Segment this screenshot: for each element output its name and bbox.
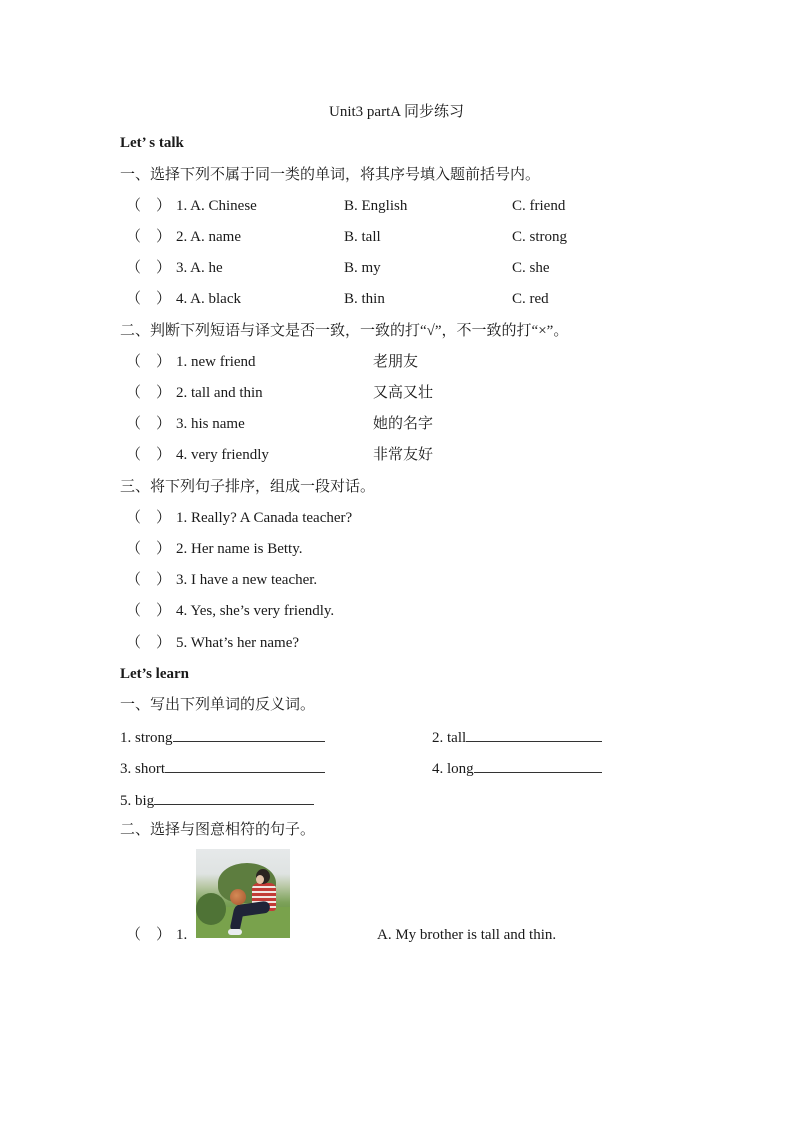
answer-bracket[interactable]: （ ）: [126, 635, 172, 651]
antonym-word: 2. tall: [432, 730, 467, 746]
answer-bracket[interactable]: （ ）: [126, 385, 172, 401]
dialogue-sentence: 5. What’s her name?: [176, 635, 300, 651]
option-b: B. tall: [344, 229, 381, 245]
learn-part1-instruction: 一、写出下列单词的反义词。: [120, 697, 316, 713]
answer-blank[interactable]: [154, 790, 314, 805]
phrase-chinese: 非常友好: [373, 447, 434, 463]
sentence-option-a: A. My brother is tall and thin.: [377, 927, 557, 943]
face-shape: [256, 875, 264, 884]
answer-blank[interactable]: [165, 758, 325, 773]
option-a: 1. A. Chinese: [176, 198, 257, 214]
section-heading-lets-learn: Let’s learn: [120, 666, 190, 682]
shoe-shape: [228, 929, 242, 935]
antonym-item: [432, 758, 602, 778]
antonym-word: 5. big: [120, 793, 155, 809]
antonym-word: 1. strong: [120, 730, 173, 746]
dialogue-sentence: 3. I have a new teacher.: [176, 572, 318, 588]
phrase-chinese: 又高又壮: [373, 385, 434, 401]
answer-bracket[interactable]: （ ）: [126, 416, 172, 432]
option-c: C. friend: [512, 198, 566, 214]
antonym-word: 3. short: [120, 761, 165, 777]
option-b: B. my: [344, 260, 381, 276]
antonym-item: [120, 727, 325, 747]
phrase-chinese: 她的名字: [373, 416, 434, 432]
antonym-item: [432, 727, 602, 747]
phrase-english: 3. his name: [176, 416, 245, 432]
answer-blank[interactable]: [466, 727, 602, 742]
page-title: Unit3 partA 同步练习: [329, 104, 464, 120]
phrase-english: 2. tall and thin: [176, 385, 263, 401]
answer-blank[interactable]: [173, 727, 325, 742]
option-b: B. thin: [344, 291, 385, 307]
talk-part1-instruction: 一、选择下列不属于同一类的单词，将其序号填入题前括号内。: [120, 167, 541, 183]
antonym-word: 4. long: [432, 761, 474, 777]
answer-bracket[interactable]: （ ）: [126, 198, 172, 214]
basketball-icon: [230, 889, 246, 905]
phrase-english: 1. new friend: [176, 354, 256, 370]
option-c: C. red: [512, 291, 549, 307]
dialogue-sentence: 1. Really? A Canada teacher?: [176, 510, 353, 526]
antonym-item: [120, 758, 325, 778]
section-heading-lets-talk: Let’ s talk: [120, 135, 184, 151]
answer-bracket[interactable]: （ ）: [126, 260, 172, 276]
talk-part3-instruction: 三、将下列句子排序，组成一段对话。: [120, 479, 376, 495]
phrase-english: 4. very friendly: [176, 447, 269, 463]
dialogue-sentence: 2. Her name is Betty.: [176, 541, 303, 557]
option-c: C. strong: [512, 229, 568, 245]
option-c: C. she: [512, 260, 550, 276]
boy-sitting-on-grass-with-basketball-photo: [196, 849, 290, 938]
answer-blank[interactable]: [474, 758, 602, 773]
option-b: B. English: [344, 198, 408, 214]
phrase-chinese: 老朋友: [373, 354, 419, 370]
answer-bracket[interactable]: （ ）: [126, 354, 172, 370]
option-a: 2. A. name: [176, 229, 241, 245]
option-a: 4. A. black: [176, 291, 241, 307]
answer-bracket[interactable]: （ ）: [126, 603, 172, 619]
learn-part2-instruction: 二、选择与图意相符的句子。: [120, 822, 316, 838]
answer-bracket[interactable]: （ ）: [126, 291, 172, 307]
talk-part2-instruction: 二、判断下列短语与译文是否一致，一致的打“√”，不一致的打“×”。: [120, 323, 569, 339]
answer-bracket[interactable]: （ ）: [126, 447, 172, 463]
bush-shape: [196, 893, 226, 925]
option-a: 3. A. he: [176, 260, 223, 276]
answer-bracket[interactable]: （ ）: [126, 510, 172, 526]
dialogue-sentence: 4. Yes, she’s very friendly.: [176, 603, 335, 619]
answer-bracket[interactable]: （ ）: [126, 572, 172, 588]
answer-bracket[interactable]: （ ）: [126, 541, 172, 557]
antonym-item: [120, 790, 314, 810]
item-number: 1.: [176, 927, 188, 943]
answer-bracket[interactable]: （ ）: [126, 927, 172, 943]
answer-bracket[interactable]: （ ）: [126, 229, 172, 245]
